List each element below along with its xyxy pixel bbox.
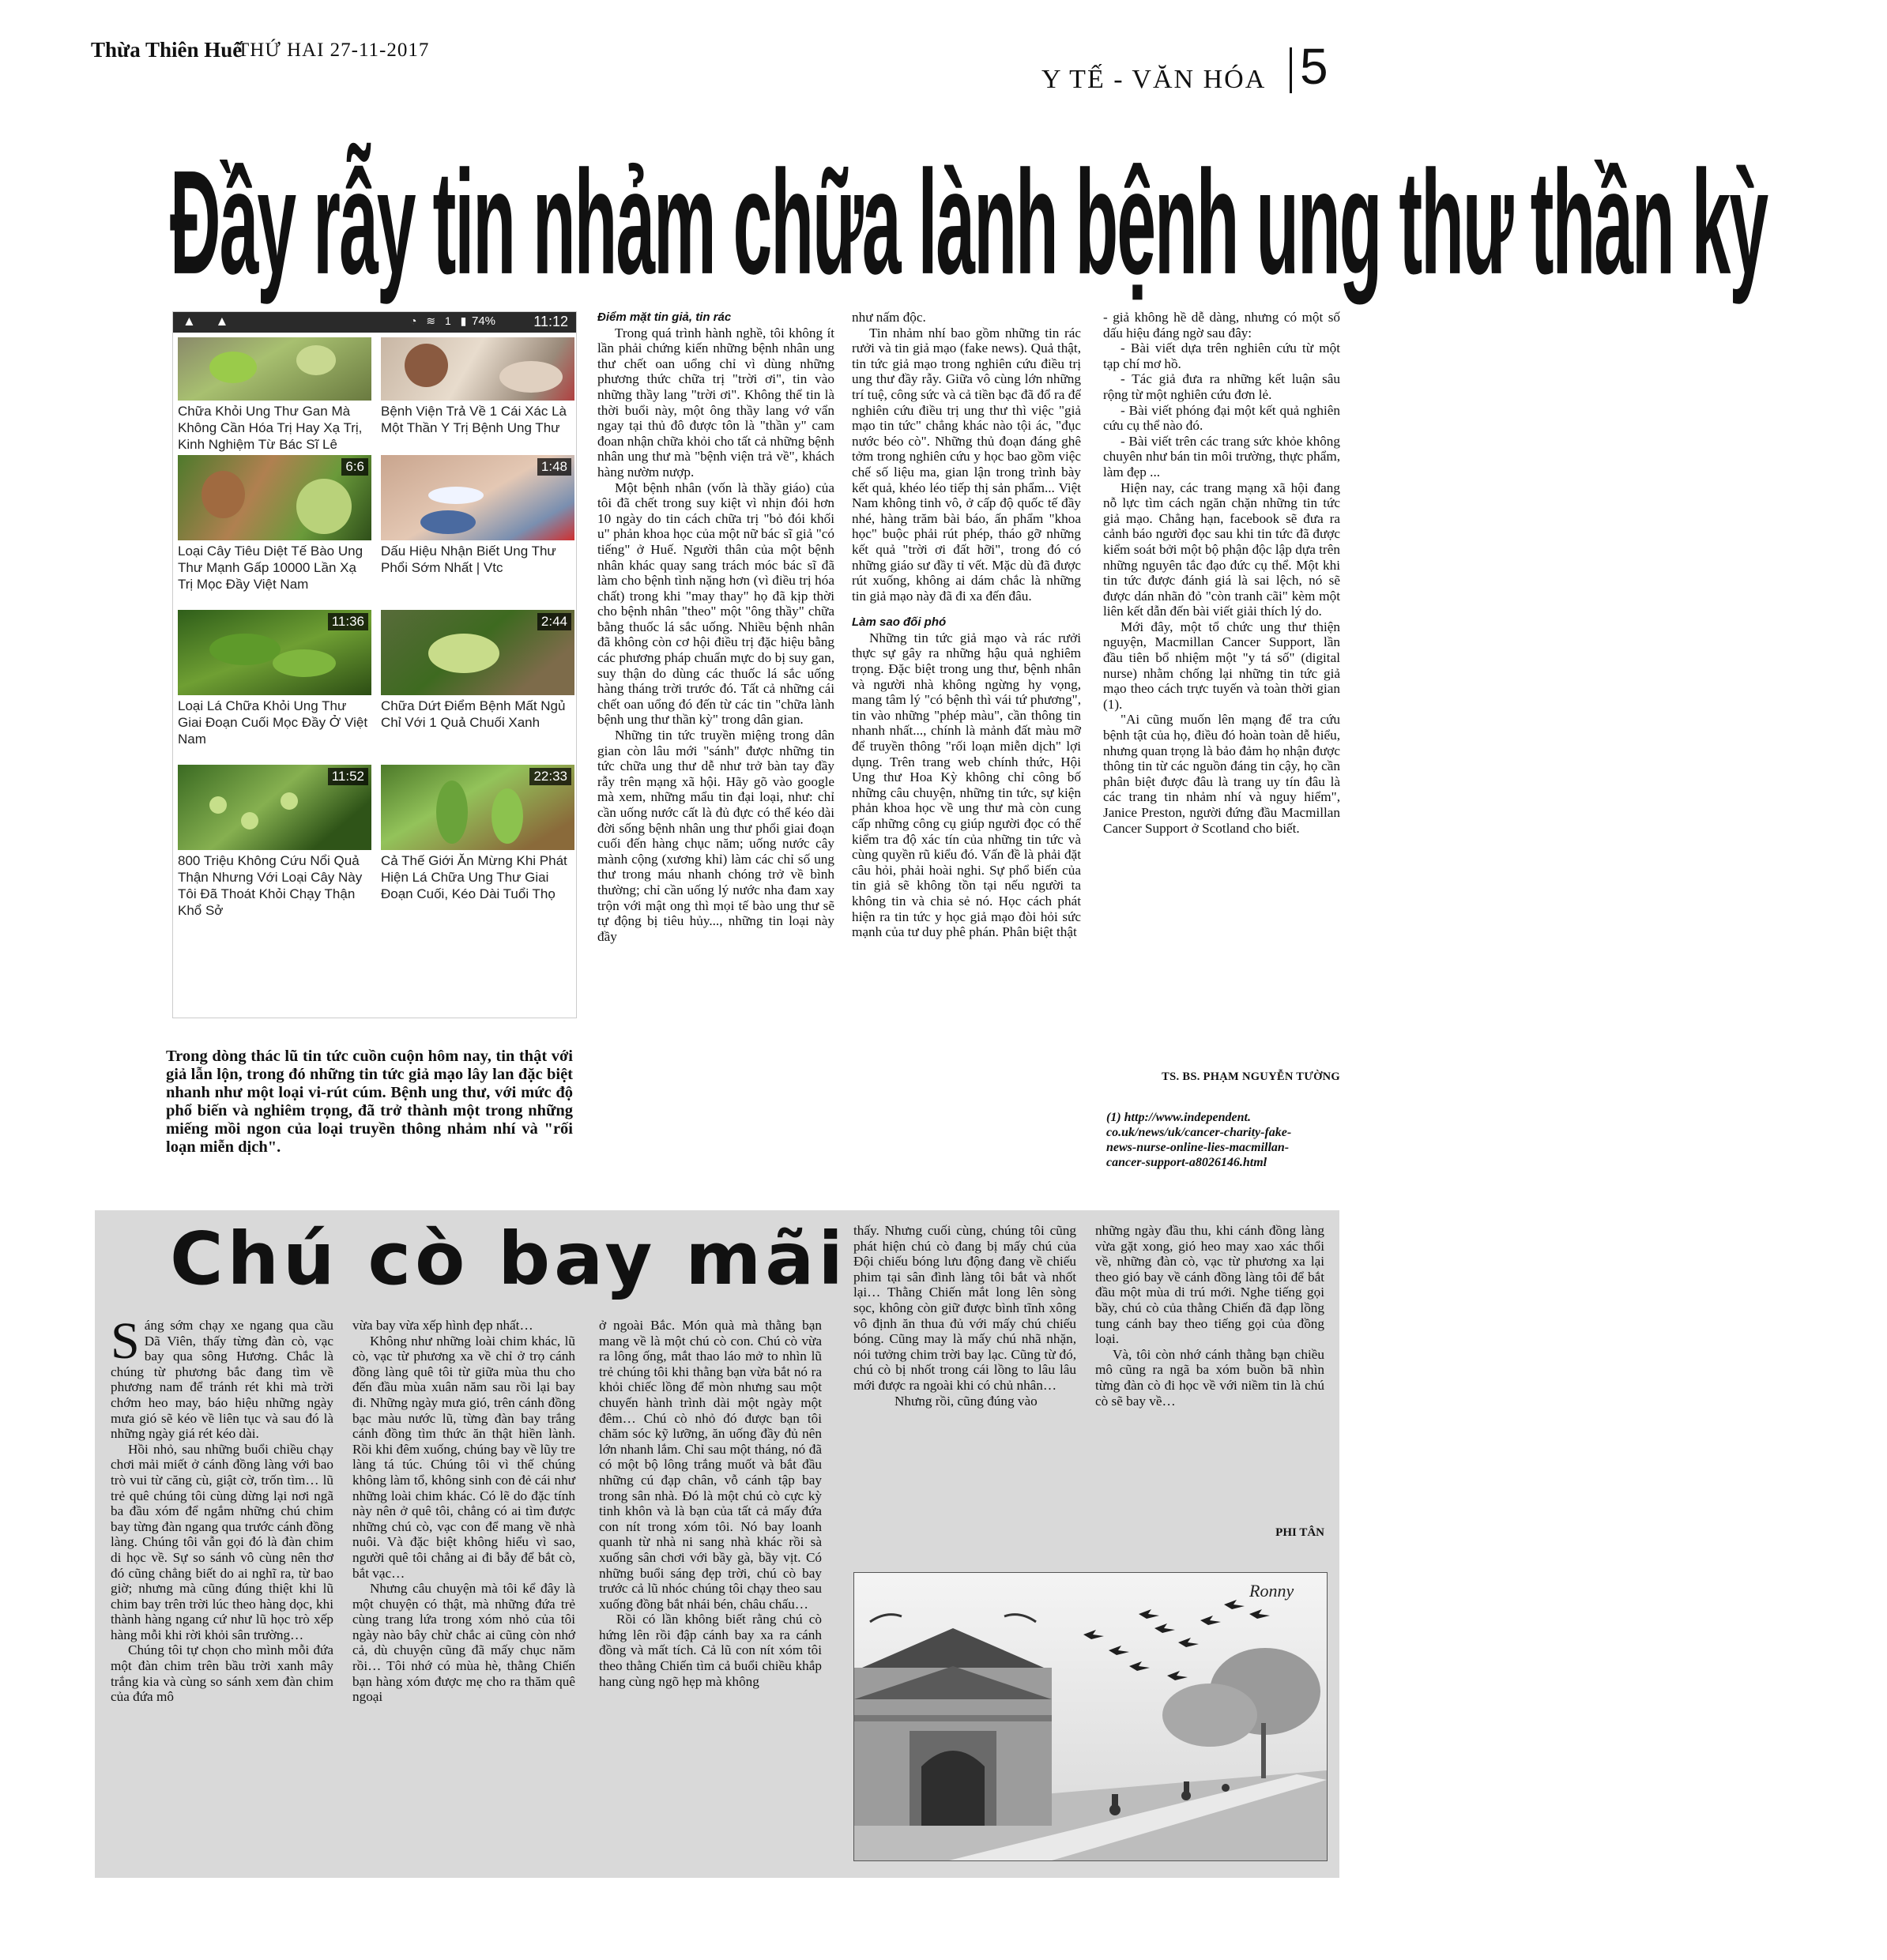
- paragraph: Hồi nhỏ, sau những buổi chiều chạy chơi mải miết ở cánh đồng làng với bao trò vui từ căng cù, giật cờ, trốn tìm… lũ trẻ quê chúng tôi cùng dừng lại nơi ngã ba đầu xóm để ngắm những chú chim bay từng đàn ngang qua trước cánh đồng làng. Chúng tôi vẫn gọi đó là đàn chim di học về. Sự so sánh vô cùng nên thơ đó cũng chẳng biết do ai nghĩ ra, từ bao giờ; nhưng mà cũng đúng thiệt khi lũ chim bay trên trời lúc theo hàng dọc, khi thành hàng ngang cứ như lũ học trò xếp hàng mỗi khi rời khỏi sân trường…: [111, 1441, 333, 1642]
- video-card[interactable]: [381, 765, 574, 920]
- video-card[interactable]: [381, 337, 574, 455]
- article1-column-3: [1103, 310, 1340, 1062]
- video-duration: 11:36: [328, 613, 368, 630]
- battery-level: 74%: [472, 314, 496, 328]
- video-card[interactable]: [381, 455, 574, 610]
- section-title: Y TẾ - VĂN HÓA: [1041, 65, 1267, 94]
- video-title: Chữa Khỏi Ung Thư Gan Mà Không Cần Hóa Trị Hay Xạ Trị, Kinh Nghiệm Từ Bác Sĩ Lê: [178, 404, 363, 452]
- paragraph: như nấm độc.: [852, 310, 926, 325]
- paragraph: Không như những loài chim khác, lũ cò, vạc từ phương xa về chỉ ở trọ cánh đồng làng quê tôi từ giữa mùa thu cho đến đầu mùa xuân năm sau rồi lại bay đi. Những ngày mưa gió, trên cánh đồng bạc màu nước lũ, từng đàn bay trắng cánh đồng tìm thức ăn thật hiền lành. Rồi khi đêm xuống, chúng bay về lũy tre làng tá túc. Chúng tôi vì thế chúng không làm tổ, không sinh con đẻ cái như những loài chim khác. Có lẽ do đặc tính này nên ở quê tôi, chẳng có ai tìm được những chú cò, vạc con để mang về nhà nuôi. Và đặc biệt không hiểu vì sao, người quê tôi chẳng ai đi bẫy để bắt cò, bắt vạc…: [352, 1333, 575, 1581]
- video-card[interactable]: [381, 610, 574, 765]
- page-number: 5: [1300, 38, 1328, 95]
- paragraph: thấy. Nhưng cuối cùng, chúng tôi cũng phát hiện chú cò đang bị mấy chú của Đội chiếu bóng lưu động đang về chiếu phim tại sân đình làng tôi bắt và nhốt lại… Thằng Chiến mắt long lên sòng sọc, không còn giữ được bình tĩnh xông vô định ăn thua đủ với mấy chú chiếu bóng. Cũng may là mấy chú nhã nhặn, nói tưởng chim trời bay lạc. Cũng từ đó, chú cò bị nhốt trong cái lồng to lâu lâu mới được ra ngoài khi có chủ nhân…: [853, 1223, 1076, 1393]
- article2-column-5: [1095, 1223, 1324, 1523]
- paragraph: Rồi có lần không biết rằng chú cò hứng lên rồi đập cánh bay xa ra cánh đồng và mất tích. Cả lũ con nít xóm tôi theo thằng Chiến tìm cả buổi chiều khắp hang cùng ngõ hẹp mà không: [599, 1612, 822, 1689]
- footnote-link: (1) http://www.independent. co.uk/news/uk/cancer-charity-fake-news-nurse-online-lies-macmillan-cancer-support-a8026146.html: [1106, 1111, 1292, 1169]
- newspaper-name: Thừa Thiên Huế: [91, 38, 243, 62]
- video-title: 800 Triệu Không Cứu Nổi Quả Thận Nhưng Với Loại Cây Này Tôi Đã Thoát Khỏi Chạy Thận Khổ Sở: [178, 853, 363, 918]
- paragraph: Trong quá trình hành nghề, tôi không ít lần phải chứng kiến những bệnh nhân ung thư chết oan uổng chỉ vì dùng những phương thức chữa trị "trời ơi", tin vào những thầy lang "trời ơi". Không thể tin là thời buổi này, một ông thầy lang vớ vẩn ngay tại thủ đô được tôn là "thần y" cam đoan nhận chữa khỏi cho tất cả những bệnh nhân ung thư mà "bệnh viện trả về", khách hàng nườm nượp.: [597, 325, 834, 480]
- article2-column-3: [599, 1318, 822, 1863]
- list-item: - Tác giả đưa ra những kết luận sâu rộng từ một nghiên cứu đơn lẻ.: [1103, 371, 1340, 402]
- sketch-signature: Ronny: [1249, 1581, 1294, 1601]
- article2-column-1: [111, 1312, 333, 1863]
- paragraph: vừa bay vừa xếp hình đẹp nhất…: [352, 1318, 533, 1333]
- paragraph: Nhưng câu chuyện mà tôi kể đây là một chuyện có thật, mà những đứa trẻ cùng trang lứa trong xóm nhỏ của tôi ngày nào bây chừ chắc ai cũng còn nhớ cả, dù chuyện cũng đã mấy chục năm rồi… Tôi nhớ có mùa hè, thằng Chiến bạn hàng xóm được mẹ cho ra thăm quê ngoại: [352, 1581, 575, 1705]
- paragraph: Chúng tôi tự chọn cho mình mỗi đứa một đàn chim trên bầu trời xanh mây trắng kia và cùng so sánh xem đàn chim của đứa mô: [111, 1642, 333, 1705]
- author-signature: PHI TÂN: [1275, 1526, 1324, 1539]
- paragraph: Tin nhảm nhí bao gồm những tin rác rưởi và tin giả mạo (fake news). Quả thật, tin tức giả mạo trong nghiên cứu điều trị ung thư đầy rẫy. Giữa vô cùng lớn những trí tuệ, công sức và cả tiền bạc đã đổ ra để nghiên cứu điều trị ung thư thì việc "giả mạo tin tức" chẳng khác nào tội ác, "đục nước béo cò". Những thủ đoạn đáng ghê tởm trong nghiên cứu y học bao gồm việc chế số liệu ma, gian lận trong trình bày kết quả, khéo léo tiếp thị sản phẩm... Việt Nam không tinh vô, ở cấp độ quốc tế đầy nhé, hàng trăm bài báo, ấn phẩm "khoa học" buộc phải rút phép, tháo gỡ những kết quả "trời ơi đất hỡi", trong đó có những giáo sư đầy tỉ vết. Mặc dù đã được rút xuống, không ai dám chắc là những tin giả mạo này đã đi xa đến đâu.: [852, 325, 1081, 604]
- author-byline: TS. BS. PHẠM NGUYỄN TƯỜNG: [1162, 1070, 1340, 1083]
- paragraph: Nhưng rồi, cũng đúng vào: [895, 1393, 1038, 1409]
- paragraph: Những tin tức giả mạo và rác rưởi thực sự gây ra những hậu quả nghiêm trọng. Đặc biệt trong ung thư, bệnh nhân và người nhà không ngừng hy vọng, mang tâm lý "có bệnh thì vái tứ phương", tin vào những "phép màu", cần thông tin nhanh nhất..., chính là mảnh đất màu mỡ để truyền thông "rối loạn miễn dịch" lợi dụng. Trên trang web chính thức, Hội Ung thư Hoa Kỳ không chỉ công bố những câu chuyện, những tin tức, sự kiện phản khoa học về ung thư mà còn cung cấp những công cụ giúp người đọc có thể kiểm tra độ xác tín của những tin tức và cùng quyền rũ kiểu đó. Vấn đề là phải đặt câu hỏi, phải hoài nghi. Sự phổ biến của tin giả sẽ không tồn tại nếu người ta không tin và chia sẻ nó. Học cách phát hiện ra tin tức y học giả mạo đòi hỏi sức mạnh của tư duy phê phán. Phân biệt thật: [852, 630, 1081, 940]
- video-thumbnail: [381, 455, 574, 540]
- subheading: Làm sao đối phó: [852, 615, 947, 630]
- video-duration: 6:6: [341, 458, 368, 476]
- list-item: - Bài viết trên các trang sức khỏe không chuyên như bán tin môi trường, thực phẩm, làm đẹp ...: [1103, 433, 1340, 480]
- feature-title: Chú cò bay mãi: [170, 1217, 847, 1301]
- video-thumbnail: [381, 765, 574, 850]
- video-card[interactable]: [178, 337, 371, 455]
- subheading: Điểm mặt tin giả, tin rác: [597, 310, 732, 324]
- video-thumbnail: [178, 610, 371, 695]
- clock: 11:12: [533, 314, 568, 329]
- paragraph: những ngày đầu thu, khi cánh đồng làng vừa gặt xong, gió heo may xao xác thổi về, những đàn cò, vạc từ phương xa lại theo gió bay về cánh đồng làng tôi để bắt đầu một mùa di trú mới. Nghe tiếng gọi bầy, chú cò của thằng Chiến đã đạp lồng tung cánh bay theo tiếng gọi của đồng loại.: [1095, 1223, 1324, 1347]
- article1-column-2: [852, 310, 1081, 1201]
- video-card[interactable]: [178, 455, 371, 610]
- video-duration: 22:33: [529, 768, 571, 785]
- paragraph: Và, tôi còn nhớ cánh thằng bạn chiều mô cũng ra ngã ba xóm buồn bã nhìn từng đàn cò đi học về với niềm tin là chú cò sẽ bay về…: [1095, 1346, 1324, 1409]
- video-title: Bệnh Viện Trả Về 1 Cái Xác Là Một Thần Y Trị Bệnh Ung Thư: [381, 404, 567, 435]
- video-duration: 2:44: [537, 613, 571, 630]
- video-card[interactable]: [178, 610, 371, 765]
- paragraph: Một bệnh nhân (vốn là thầy giáo) của tôi đã chết trong suy kiệt vì nhịn đói hơn 10 ngày do tin cách chữa trị "bỏ đói khối u" phản khoa học của một nữ bác sĩ giả "có tiếng" ở Huế. Người thân của một bệnh nhân khác quay sang trách móc bác sĩ đã làm cho bệnh tình nặng hơn (vì điều trị hóa chất) trong khi "may thay" họ đã kịp thời cho bệnh nhân "theo" một "ông thầy" chữa bằng thuốc lá sắc uống. Nhiều bệnh nhân đã không còn cơ hội điều trị đặc hiệu bằng các phương pháp chuẩn mực do bị suy gan, suy thận do dùng các thuốc lá sắc uống hàng tháng trời trước đó. Tất cả những cái chết oan uổng đó đến từ các tin "chữa lành bệnh ung thư thần kỳ" trong dân gian.: [597, 480, 834, 728]
- video-card[interactable]: [178, 765, 371, 920]
- paragraph: áng sớm chạy xe ngang qua cầu Dã Viên, thấy từng đàn cò, vạc bay qua sông Hương. Chắc là chúng từ phương bắc đang tìm về phương nam để tránh rét khi mà trời chớm heo may, báo hiệu những ngày mưa gió sẽ kéo về liên tục và sau đó là những ngày giá rét kéo dài.: [111, 1318, 333, 1442]
- video-title: Loại Cây Tiêu Diệt Tế Bào Ung Thư Mạnh Gấp 10000 Lần Xạ Trị Mọc Đầy Việt Nam: [178, 544, 363, 592]
- list-item: - Bài viết phóng đại một kết quả nghiên cứu cụ thể nào đó.: [1103, 402, 1340, 434]
- video-thumbnail: [381, 610, 574, 695]
- video-title: Loại Lá Chữa Khỏi Ung Thư Giai Đoạn Cuối Mọc Đầy Ở Việt Nam: [178, 698, 368, 747]
- video-thumbnail: [381, 337, 574, 401]
- phone-screenshot: [172, 311, 577, 1018]
- video-thumbnail: [178, 455, 371, 540]
- video-title: Cả Thế Giới Ăn Mừng Khi Phát Hiện Lá Chữa Ung Thư Giai Đoạn Cuối, Kéo Dài Tuổi Thọ: [381, 853, 567, 901]
- sketch-drawing: [854, 1573, 1327, 1860]
- video-thumbnail: [178, 765, 371, 850]
- headline: [170, 141, 1768, 306]
- paragraph: ở ngoài Bắc. Món quà mà thằng bạn mang về là một chú cò con. Chú cò vừa ra lông ống, mắt thao láo mở to nhìn lũ trẻ chúng tôi khi thằng bạn vừa bắt nó ra khỏi chiếc lồng để mòn nhưng sau một chuyến hành trình dài một ngày một đêm… Chú cò nhỏ đó được bạn tôi chăm sóc kỹ lưỡng, ăn uống đầy đủ nên lớn nhanh lắm. Chỉ sau một tháng, nó đã có một bộ lông trắng muốt và bắt đầu những cú đạp chân, vỗ cánh tập bay trong sân nhà. Đó là một chú cò cực kỳ tinh khôn và là bạn của tất cả mấy đứa con nít trong xóm tôi. Nó bay loanh quanh từ nhà ni sang nhà khác rồi sà xuống sân chơi với bầy gà, bầy vịt. Có những buổi sáng đẹp trời, chú cò bay trước cả lũ nhóc chúng tôi chạy theo sau xuống đồng bắt nhái bén, châu chấu…: [599, 1318, 822, 1612]
- video-duration: 11:52: [328, 768, 368, 785]
- video-thumbnail: [178, 337, 371, 401]
- list-item: - Bài viết dựa trên nghiên cứu từ một tạp chí mơ hồ.: [1103, 340, 1340, 371]
- article2-column-2: [352, 1318, 575, 1863]
- headline-text: Đầy rẫy tin nhảm chữa lành bệnh ung thư thần kỳ: [170, 141, 1768, 306]
- video-duration: 1:48: [537, 458, 571, 476]
- paragraph: Mới đây, một tổ chức ung thư thiện nguyện, Macmillan Cancer Support, lần đầu tiên bổ nhiệm một "y tá số" (digital nurse) nhằm chống lại những tin tức giả mạo theo cách trực tuyến và toàn thời gian (1).: [1103, 619, 1340, 712]
- storks-sketch-illustration: [853, 1572, 1328, 1861]
- phone-status-bar: [173, 312, 576, 333]
- paragraph: Những tin tức truyền miệng trong dân gian còn lâu mới "sánh" được những tin tức chữa ung thư dễ như trở bàn tay đầy rẫy trên mạng xã hội. Hãy gõ vào google mà xem, những mẩu tin đại loại, như: chỉ cần uống nước cất là đủ đực có thể kéo dài đời sống bệnh nhân ung thư phổi giai đoạn cuối đến hàng chục năm; uống nước cây mành cộng (xương khỉ) làm các chỉ số ung thư trong máu nhanh chóng trở về bình thường; chỉ cần uống lý nước nha đam xay trộn với mật ong thì mọi tế bào ung thư sẽ tự động bị tiêu hủy..., những tin loại này đầy: [597, 728, 834, 944]
- drop-cap: S: [111, 1312, 140, 1370]
- warning-icon: ▲ ▲: [183, 314, 237, 329]
- issue-date: THỨ HAI 27-11-2017: [237, 40, 430, 61]
- paragraph: "Ai cũng muốn lên mạng để tra cứu bệnh tật của họ, điều đó hoàn toàn dễ hiểu, nhưng quan trọng là bảo đảm họ nhận được thông tin từ các nguồn đáng tin cậy, họ cần phân biệt được đâu là trang uy tín đâu là các trang tin nhảm nhí và nguy hiểm", Janice Preston, người đứng đầu Macmillan Cancer Support ở Scotland cho biết.: [1103, 712, 1340, 836]
- video-title: Chữa Dứt Điểm Bệnh Mất Ngủ Chỉ Với 1 Quả Chuối Xanh: [381, 698, 566, 730]
- video-title: Dấu Hiệu Nhận Biết Ung Thư Phổi Sớm Nhất | Vtc: [381, 544, 556, 575]
- signal-icon: ◔ ≋ 1 ▮: [410, 314, 470, 327]
- article2-column-4: [853, 1223, 1076, 1563]
- article-lede: Trong dòng thác lũ tin tức cuồn cuộn hôm nay, tin thật với giả lẫn lộn, trong đó những tin tức giả mạo lây lan đặc biệt nhanh như một loại vi-rút cúm. Bệnh ung thư, với mức độ phổ biến và nghiêm trọng, đã trở thành một trong những miếng mồi ngon của loại truyền thông nhảm nhí và "rối loạn miễn dịch".: [166, 1048, 573, 1156]
- paragraph: Hiện nay, các trang mạng xã hội đang nỗ lực tìm cách ngăn chặn những tin tức giả mạo. Chẳng hạn, facebook sẽ đưa ra cảnh báo người đọc sau khi tin tức đã được kiểm soát bởi một bộ phận độc lập dựa trên những nguyên tắc đạo đức cụ thể. Một khi tin tức được đánh giá là sai lệch, nó sẽ được dán nhãn đỏ "còn tranh cãi" kèm một liên kết dẫn đến bài viết giải thích lý do.: [1103, 480, 1340, 619]
- paragraph: - giả không hề dễ dàng, nhưng có một số dấu hiệu đáng ngờ sau đây:: [1103, 310, 1340, 340]
- article1-column-1: [597, 310, 834, 1201]
